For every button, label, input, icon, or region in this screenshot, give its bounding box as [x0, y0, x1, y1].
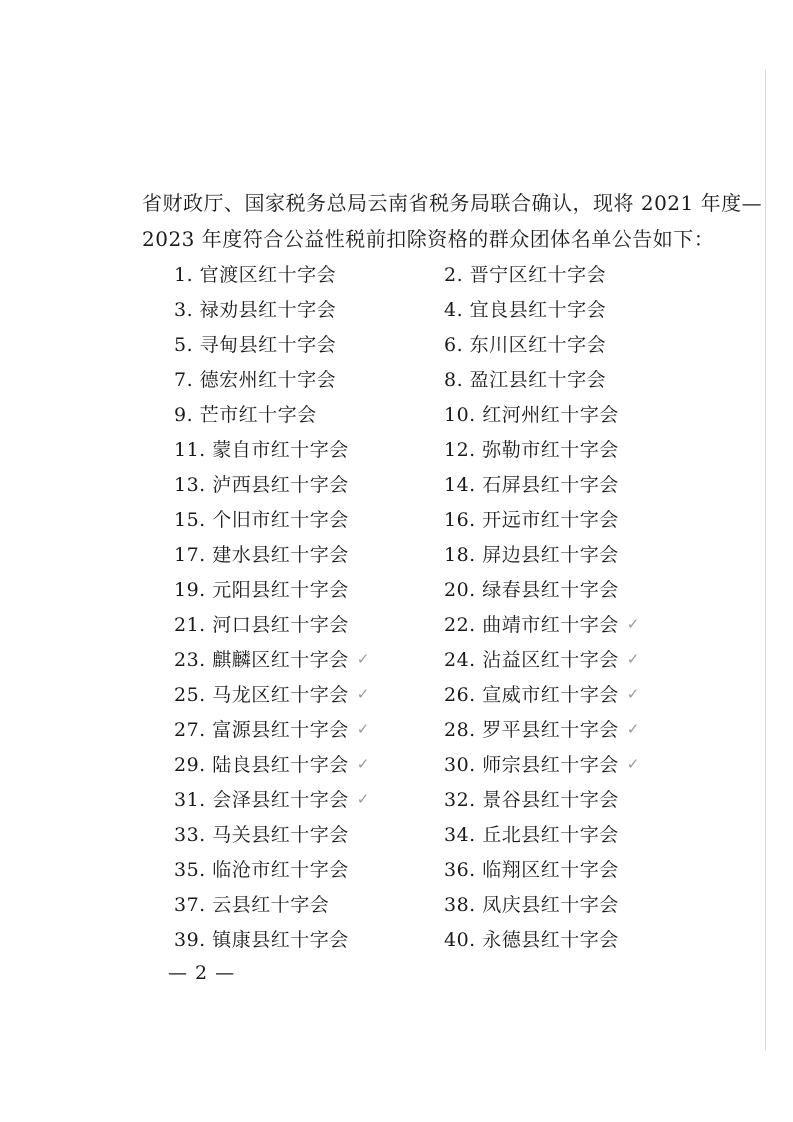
list-item: [174, 750, 444, 777]
list-item: [444, 435, 634, 462]
handwritten-check-icon: ✓: [356, 754, 370, 773]
organization-name: 25. 马龙区红十字会: [174, 684, 349, 706]
organization-name: 39. 镇康县红十字会: [174, 929, 349, 951]
list-item: [174, 890, 444, 917]
organization-name: 23. 麒麟区红十字会: [174, 649, 349, 671]
handwritten-check-icon: ✓: [356, 684, 370, 703]
list-item: [444, 645, 640, 672]
handwritten-check-icon: ✓: [626, 684, 640, 703]
organization-name: 3. 禄劝县红十字会: [174, 299, 337, 321]
list-item: [444, 820, 634, 847]
list-item: [444, 365, 634, 392]
list-row: [174, 396, 634, 431]
organization-list: [174, 256, 640, 956]
list-item: [174, 365, 444, 392]
handwritten-check-icon: ✓: [626, 649, 640, 668]
organization-name: 12. 弥勒市红十字会: [444, 439, 619, 461]
list-row: [174, 361, 634, 396]
organization-name: 17. 建水县红十字会: [174, 544, 349, 566]
list-item: [174, 715, 444, 742]
organization-name: 30. 师宗县红十字会: [444, 754, 619, 776]
organization-name: 19. 元阳县红十字会: [174, 579, 349, 601]
list-item: [174, 330, 444, 357]
handwritten-check-icon: ✓: [356, 789, 370, 808]
handwritten-check-icon: ✓: [626, 614, 640, 633]
handwritten-check-icon: ✓: [356, 649, 370, 668]
list-item: [444, 785, 634, 812]
list-row: [174, 851, 634, 886]
list-item: [174, 680, 444, 707]
handwritten-check-icon: ✓: [626, 719, 640, 738]
list-row: [174, 606, 640, 641]
list-row: [174, 571, 634, 606]
list-item: [444, 540, 634, 567]
organization-name: 38. 凤庆县红十字会: [444, 894, 619, 916]
organization-name: 14. 石屏县红十字会: [444, 474, 619, 496]
list-item: [444, 890, 634, 917]
list-row: [174, 816, 634, 851]
list-item: [444, 575, 634, 602]
list-item: [444, 680, 640, 707]
organization-name: 35. 临沧市红十字会: [174, 859, 349, 881]
organization-name: 8. 盈江县红十字会: [444, 369, 607, 391]
list-row: [174, 466, 634, 501]
list-item: [174, 785, 444, 812]
list-row: [174, 501, 634, 536]
organization-name: 24. 沾益区红十字会: [444, 649, 619, 671]
organization-name: 31. 会泽县红十字会: [174, 789, 349, 811]
list-item: [444, 260, 634, 287]
list-row: [174, 711, 640, 746]
list-item: [174, 540, 444, 567]
organization-name: 2. 晋宁区红十字会: [444, 264, 607, 286]
organization-name: 6. 东川区红十字会: [444, 334, 607, 356]
list-row: [174, 886, 634, 921]
list-item: [444, 400, 634, 427]
organization-name: 40. 永德县红十字会: [444, 929, 619, 951]
list-item: [174, 610, 444, 637]
list-item: [444, 295, 634, 322]
handwritten-check-icon: ✓: [626, 754, 640, 773]
list-row: [174, 676, 640, 711]
list-row: [174, 921, 634, 956]
list-item: [174, 820, 444, 847]
organization-name: 21. 河口县红十字会: [174, 614, 349, 636]
list-item: [174, 855, 444, 882]
organization-name: 34. 丘北县红十字会: [444, 824, 619, 846]
list-item: [444, 610, 640, 637]
list-item: [444, 330, 634, 357]
organization-name: 5. 寻甸县红十字会: [174, 334, 337, 356]
list-item: [444, 715, 640, 742]
organization-name: 7. 德宏州红十字会: [174, 369, 337, 391]
organization-name: 11. 蒙自市红十字会: [174, 439, 349, 461]
intro-paragraph: [142, 185, 763, 257]
organization-name: 20. 绿春县红十字会: [444, 579, 619, 601]
organization-name: 29. 陆良县红十字会: [174, 754, 349, 776]
organization-name: 1. 官渡区红十字会: [174, 264, 337, 286]
list-item: [174, 295, 444, 322]
list-row: [174, 746, 640, 781]
list-row: [174, 291, 634, 326]
list-item: [444, 750, 640, 777]
intro-line-2: 2023 年度符合公益性税前扣除资格的群众团体名单公告如下：: [142, 227, 715, 251]
organization-name: 28. 罗平县红十字会: [444, 719, 619, 741]
organization-name: 10. 红河州红十字会: [444, 404, 619, 426]
list-row: [174, 326, 634, 361]
list-row: [174, 431, 634, 466]
page-number: — 2 —: [168, 962, 236, 984]
organization-name: 26. 宣威市红十字会: [444, 684, 619, 706]
organization-name: 27. 富源县红十字会: [174, 719, 349, 741]
list-row: [174, 536, 634, 571]
organization-name: 4. 宜良县红十字会: [444, 299, 607, 321]
organization-name: 18. 屏边县红十字会: [444, 544, 619, 566]
list-item: [174, 505, 444, 532]
list-item: [174, 470, 444, 497]
list-item: [174, 925, 444, 952]
intro-line-1: 省财政厅、国家税务总局云南省税务局联合确认，现将 2021 年度—: [142, 191, 763, 215]
list-item: [444, 505, 634, 532]
list-row: [174, 781, 634, 816]
handwritten-check-icon: ✓: [356, 719, 370, 738]
organization-name: 33. 马关县红十字会: [174, 824, 349, 846]
organization-name: 16. 开远市红十字会: [444, 509, 619, 531]
list-item: [444, 470, 634, 497]
organization-name: 9. 芒市红十字会: [174, 404, 317, 426]
list-item: [174, 575, 444, 602]
organization-name: 36. 临翔区红十字会: [444, 859, 619, 881]
organization-name: 15. 个旧市红十字会: [174, 509, 349, 531]
list-item: [444, 855, 634, 882]
list-item: [174, 435, 444, 462]
list-item: [174, 400, 444, 427]
list-row: [174, 256, 634, 291]
organization-name: 32. 景谷县红十字会: [444, 789, 619, 811]
list-item: [174, 645, 444, 672]
organization-name: 37. 云县红十字会: [174, 894, 330, 916]
organization-name: 22. 曲靖市红十字会: [444, 614, 619, 636]
list-item: [174, 260, 444, 287]
list-item: [444, 925, 634, 952]
scan-edge-line: [765, 70, 766, 1050]
organization-name: 13. 泸西县红十字会: [174, 474, 349, 496]
list-row: [174, 641, 640, 676]
